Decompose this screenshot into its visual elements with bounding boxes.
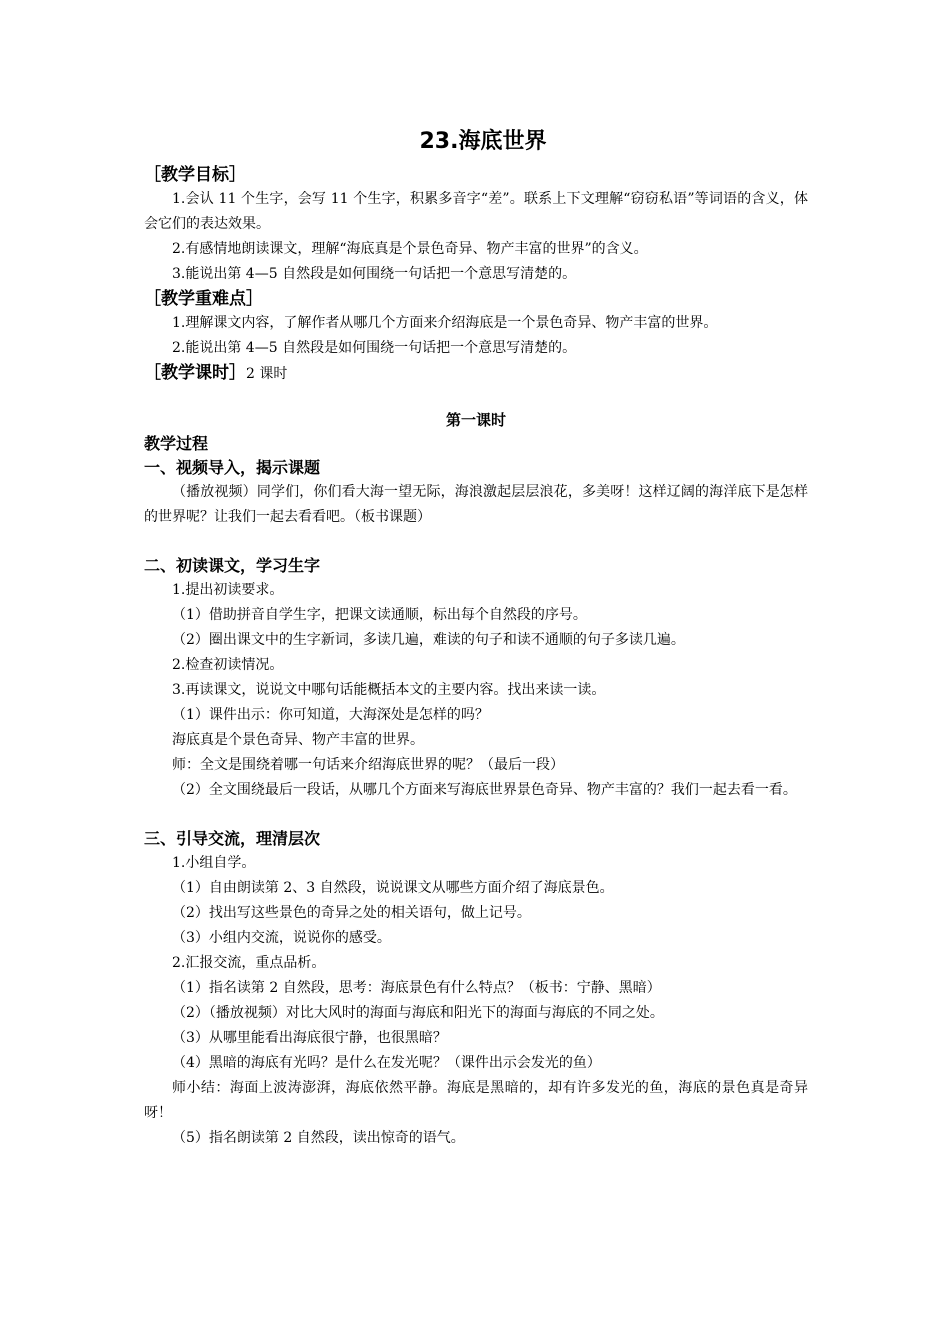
hours-heading: ［教学课时］ — [144, 363, 246, 383]
document-title: 23.海底世界 — [419, 129, 547, 154]
section-paragraph: （5）指名朗读第 2 自然段，读出惊奇的语气。 — [172, 1130, 465, 1146]
section-paragraph: （1）指名读第 2 自然段，思考：海底景色有什么特点？（板书：宁静、黑暗） — [172, 980, 661, 996]
section-paragraph: （2）（播放视频）对比大风时的海面与海底和阳光下的海面与海底的不同之处。 — [172, 1005, 664, 1021]
key-point-item: 1.理解课文内容，了解作者从哪几个方面来介绍海底是一个景色奇异、物产丰富的世界。 — [172, 315, 718, 331]
section-paragraph: （2）找出写这些景色的奇异之处的相关语句，做上记号。 — [172, 905, 531, 921]
section-paragraph: （1）自由朗读第 2、3 自然段，说说课文从哪些方面介绍了海底景色。 — [172, 880, 614, 896]
section-heading: 一、视频导入，揭示课题 — [144, 458, 321, 477]
section-heading: 三、引导交流，理清层次 — [144, 829, 321, 848]
key-points-heading: ［教学重难点］ — [144, 289, 263, 309]
section-paragraph: 3.再读课文，说说文中哪句话能概括本文的主要内容。找出来读一读。 — [172, 682, 606, 698]
lesson-heading: 第一课时 — [445, 411, 506, 429]
document-page — [144, 127, 808, 1151]
section-paragraph: 海底真是个景色奇异、物产丰富的世界。 — [172, 732, 424, 748]
key-point-item: 2.能说出第 4—5 自然段是如何围绕一句话把一个意思写清楚的。 — [172, 340, 577, 356]
section-paragraph: 2.汇报交流，重点品析。 — [172, 955, 326, 971]
section-paragraph: （2）圈出课文中的生字新词，多读几遍，难读的句子和读不通顺的句子多读几遍。 — [172, 632, 685, 648]
objective-item: 1.会认 11 个生字，会写 11 个生字，积累多音字“差”。联系上下文理解“窃窃私语”等词语的含义，体会它们的表达效果。 — [144, 191, 808, 232]
section-paragraph: （4）黑暗的海底有光吗？是什么在发光呢？（课件出示会发光的鱼） — [172, 1055, 601, 1071]
section-paragraph: （播放视频）同学们，你们看大海一望无际，海浪激起层层浪花，多美呀！这样辽阔的海洋底下是怎样的世界呢？让我们一起去看看吧。（板书课题） — [144, 484, 808, 525]
section-paragraph: （1）课件出示：你可知道，大海深处是怎样的吗？ — [172, 707, 489, 723]
objective-item: 3.能说出第 4—5 自然段是如何围绕一句话把一个意思写清楚的。 — [172, 266, 577, 282]
hours-line — [144, 361, 808, 386]
section-paragraph: 1.提出初读要求。 — [172, 582, 284, 598]
section-paragraph: 2.检查初读情况。 — [172, 657, 284, 673]
process-heading: 教学过程 — [144, 434, 209, 453]
section-paragraph: 1.小组自学。 — [172, 855, 256, 871]
section-paragraph: （1）借助拼音自学生字，把课文读通顺，标出每个自然段的序号。 — [172, 607, 587, 623]
section-paragraph: 师小结：海面上波涛澎湃，海底依然平静。海底是黑暗的，却有许多发光的鱼，海底的景色真是奇异呀！ — [144, 1080, 808, 1121]
objectives-heading: ［教学目标］ — [144, 165, 246, 185]
hours-value: 2 课时 — [246, 366, 288, 382]
section-heading: 二、初读课文，学习生字 — [144, 556, 321, 575]
section-paragraph: （3）小组内交流，说说你的感受。 — [172, 930, 391, 946]
section-paragraph: （3）从哪里能看出海底很宁静，也很黑暗？ — [172, 1030, 447, 1046]
objective-item: 2.有感情地朗读课文，理解“海底真是个景色奇异、物产丰富的世界”的含义。 — [172, 241, 648, 257]
section-paragraph: （2）全文围绕最后一段话，从哪几个方面来写海底世界景色奇异、物产丰富的？我们一起去看一看。 — [172, 782, 797, 798]
section-paragraph: 师：全文是围绕着哪一句话来介绍海底世界的呢？（最后一段） — [172, 757, 564, 773]
